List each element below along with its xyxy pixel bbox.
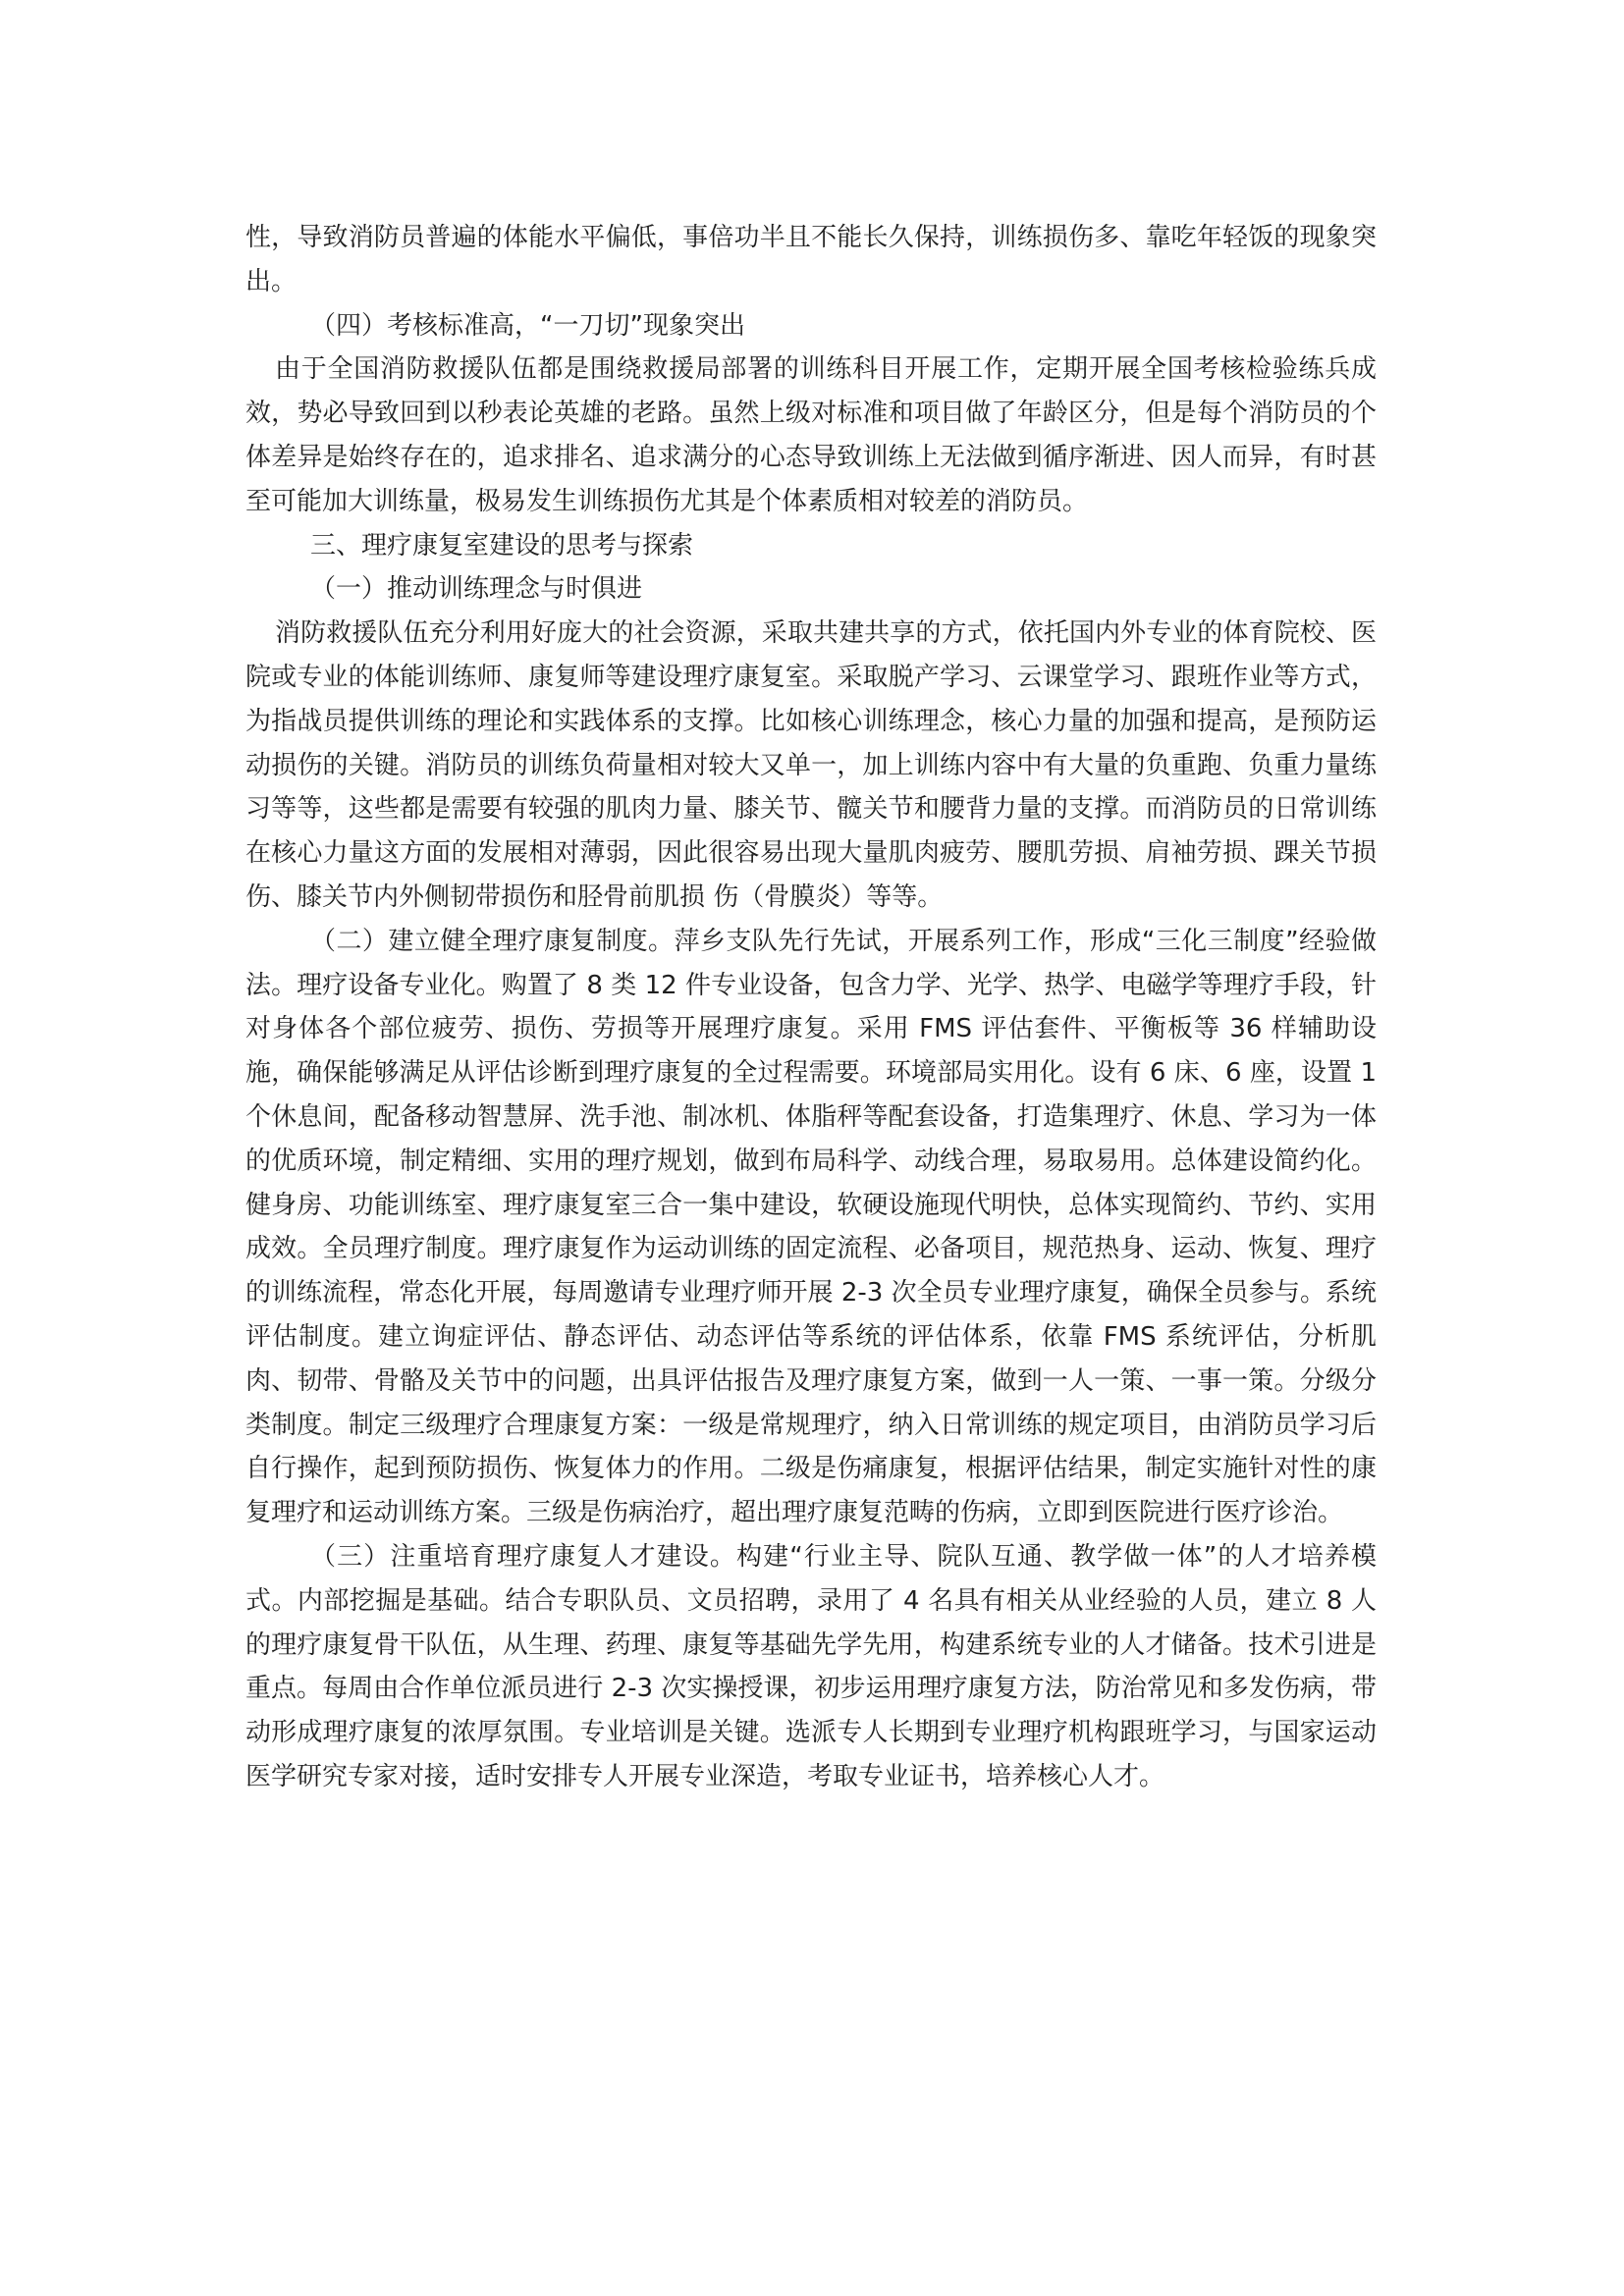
- paragraph-training-concept: 消防救援队伍充分利用好庞大的社会资源，采取共建共享的方式，依托国内外专业的体育院校、医院或专业的体能训练师、康复师等建设理疗康复室。采取脱产学习、云课堂学习、跟班作业等方式，为指战员提供训练的理论和实践体系的支撑。比如核心训练理念，核心力量的加强和提高，是预防运动损伤的关键。消防员的训练负荷量相对较大又单一，加上训练内容中有大量的负重跑、负重力量练习等等，这些都是需要有较强的肌肉力量、膝关节、髋关节和腰背力量的支撑。而消防员的日常训练在核心力量这方面的发展相对薄弱，因此很容易出现大量肌肉疲劳、腰肌劳损、肩袖劳损、踝关节损伤、膝关节内外侧韧带损伤和胫骨前肌损 伤（骨膜炎）等等。: [245, 618, 1377, 912]
- section-heading-rehab-room: 三、理疗康复室建设的思考与探索: [310, 530, 694, 561]
- paragraph-rehab-system: （二）建立健全理疗康复制度。萍乡支队先行先试，开展系列工作，形成“三化三制度”经验做法。理疗设备专业化。购置了 8 类 12 件专业设备，包含力学、光学、热学、电磁学等理疗手段，针对身体各个部位疲劳、损伤、劳损等开展理疗康复。采用 FMS 评估套件、平衡板等 36 样辅助设施，确保能够满足从评估诊断到理疗康复的全过程需要。环境部局实用化。设有 6 床、6 座，设置 1 个休息间，配备移动智慧屏、洗手池、制冰机、体脂秤等配套设备，打造集理疗、休息、学习为一体的优质环境，制定精细、实用的理疗规划，做到布局科学、动线合理，易取易用。总体建设简约化。健身房、功能训练室、理疗康复室三合一集中建设，软硬设施现代明快，总体实现简约、节约、实用成效。全员理疗制度。理疗康复作为运动训练的固定流程、必备项目，规范热身、运动、恢复、理疗的训练流程，常态化开展，每周邀请专业理疗师开展 2-3 次全员专业理疗康复，确保全员参与。系统评估制度。建立询症评估、静态评估、动态评估等系统的评估体系，依靠 FMS 系统评估，分析肌肉、韧带、骨骼及关节中的问题，出具评估报告及理疗康复方案，做到一人一策、一事一策。分级分类制度。制定三级理疗合理康复方案：一级是常规理疗，纳入日常训练的规定项目，由消防员学习后自行操作，起到预防损伤、恢复体力的作用。二级是伤痛康复，根据评估结果，制定实施针对性的康复理疗和运动训练方案。三级是伤病治疗，超出理疗康复范畴的伤病，立即到医院进行医疗诊治。: [245, 926, 1377, 1528]
- paragraph-talent-building: （三）注重培育理疗康复人才建设。构建“行业主导、院队互通、教学做一体”的人才培养模式。内部挖掘是基础。结合专职队员、文员招聘，录用了 4 名具有相关从业经验的人员，建立 8 人的理疗康复骨干队伍，从生理、药理、康复等基础先学先用，构建系统专业的人才储备。技术引进是重点。每周由合作单位派员进行 2-3 次实操授课，初步运用理疗康复方法，防治常见和多发伤病，带动形成理疗康复的浓厚氛围。专业培训是关键。选派专人长期到专业理疗机构跟班学习，与国家运动医学研究专家对接，适时安排专人开展专业深造，考取专业证书，培养核心人才。: [245, 1541, 1377, 1791]
- heading-training-concept: （一）推动训练理念与时俱进: [310, 574, 643, 605]
- paragraph-assessment: 由于全国消防救援队伍都是围绕救援局部署的训练科目开展工作，定期开展全国考核检验练兵成效，势必导致回到以秒表论英雄的老路。虽然上级对标准和项目做了年龄区分，但是每个消防员的个体差异是始终存在的，追求排名、追求满分的心态导致训练上无法做到循序渐进、因人而异，有时甚至可能加大训练量，极易发生训练损伤尤其是个体素质相对较差的消防员。: [245, 354, 1377, 516]
- document-body: [245, 216, 1377, 1799]
- paragraph-continuation: 性，导致消防员普遍的体能水平偏低，事倍功半且不能长久保持，训练损伤多、靠吃年轻饭的现象突出。: [245, 223, 1377, 296]
- heading-assessment-standards: （四）考核标准高，“一刀切”现象突出: [310, 310, 745, 341]
